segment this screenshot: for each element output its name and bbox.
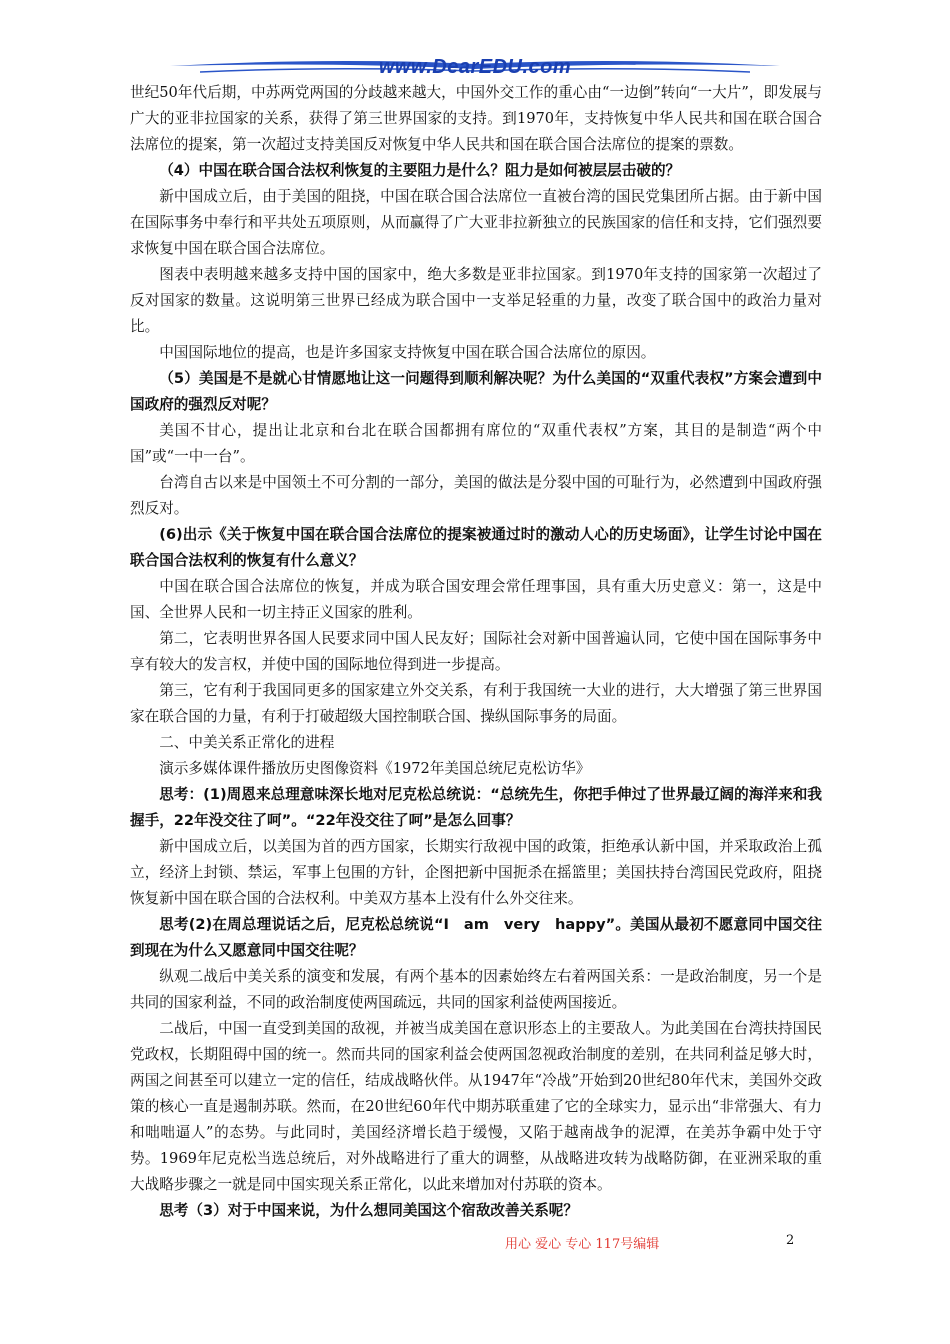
body-paragraph: 中国在联合国合法席位的恢复，并成为联合国安理会常任理事国，具有重大历史意义：第一，这是中国、全世界人民和一切主持正义国家的胜利。 xyxy=(130,578,822,621)
body-paragraph: 世纪50年代后期，中苏两党两国的分歧越来越大，中国外交工作的重心由“一边倒”转向“一大片”，即发展与广大的亚非拉国家的关系，获得了第三世界国家的支持。到1970年，支持恢复中华人民共和国在联合国合法席位的提案，第一次超过支持美国反对恢复中华人民共和国在联合国合法席位的提案的票数。 xyxy=(130,84,822,153)
body-paragraph: 图表中表明越来越多支持中国的国家中，绝大多数是亚非拉国家。到1970年支持的国家第一次超过了反对国家的数量。这说明第三世界已经成为联合国中一支举足轻重的力量，改变了联合国中的政治力量对比。 xyxy=(130,266,822,335)
question-paragraph: （4）中国在联合国合法权利恢复的主要阻力是什么？阻力是如何被层层击破的？ xyxy=(159,162,681,179)
body-paragraph: 中国国际地位的提高，也是许多国家支持恢复中国在联合国合法席位的原因。 xyxy=(159,344,656,361)
body-paragraph: 台湾自古以来是中国领土不可分割的一部分，美国的做法是分裂中国的可耻行为，必然遭到中国政府强烈反对。 xyxy=(130,474,822,517)
question-paragraph: 思考(2)在周总理说话之后，尼克松总统说“I am very happy”。美国从最初不愿意同中国交往到现在为什么又愿意同中国交往呢？ xyxy=(130,916,822,959)
body-paragraph: 二、中美关系正常化的进程 xyxy=(159,734,335,751)
body-paragraph: 第二，它表明世界各国人民要求同中国人民友好；国际社会对新中国普遍认同，它使中国在国际事务中享有较大的发言权，并使中国的国际地位得到进一步提高。 xyxy=(130,630,822,673)
body-paragraph: 新中国成立后，以美国为首的西方国家，长期实行敌视中国的政策，拒绝承认新中国，并采取政治上孤立，经济上封锁、禁运，军事上包围的方针，企图把新中国扼杀在摇篮里；美国扶持台湾国民党政府，阻挠恢复新中国在联合国的合法权利。中美双方基本上没有什么外交往来。 xyxy=(130,838,822,907)
document-body xyxy=(130,80,822,1224)
page-number: 2 xyxy=(786,1233,795,1248)
question-paragraph: （5）美国是不是就心甘情愿地让这一问题得到顺利解决呢？为什么美国的“双重代表权”方案会遭到中国政府的强烈反对呢？ xyxy=(130,370,822,413)
body-paragraph: 演示多媒体课件播放历史图像资料《1972年美国总统尼克松访华》 xyxy=(159,760,591,777)
footer-editor-note: 用心 爱心 专心 117号编辑 xyxy=(505,1237,660,1252)
body-paragraph: 第三，它有利于我国同更多的国家建立外交关系，有利于我国统一大业的进行，大大增强了第三世界国家在联合国的力量，有利于打破超级大国控制联合国、操纵国际事务的局面。 xyxy=(130,682,822,725)
body-paragraph: 新中国成立后，由于美国的阻挠，中国在联合国合法席位一直被台湾的国民党集团所占据。由于新中国在国际事务中奉行和平共处五项原则，从而赢得了广大亚非拉新独立的民族国家的信任和支持，它们强烈要求恢复中国在联合国合法席位。 xyxy=(130,188,822,257)
question-paragraph: 思考（3）对于中国来说，为什么想同美国这个宿敌改善关系呢？ xyxy=(159,1202,578,1219)
body-paragraph: 美国不甘心，提出让北京和台北在联合国都拥有席位的“双重代表权”方案，其目的是制造“两个中国”或“一中一台”。 xyxy=(130,422,822,465)
question-paragraph: 思考：(1)周恩来总理意味深长地对尼克松总统说：“总统先生，你把手伸过了世界最辽阔的海洋来和我握手，22年没交往了呵”。“22年没交往了呵”是怎么回事？ xyxy=(130,786,822,829)
body-paragraph: 纵观二战后中美关系的演变和发展，有两个基本的因素始终左右着两国关系：一是政治制度，另一个是共同的国家利益，不同的政治制度使两国疏远，共同的国家利益使两国接近。 xyxy=(130,968,822,1011)
body-paragraph: 二战后，中国一直受到美国的敌视，并被当成美国在意识形态上的主要敌人。为此美国在台湾扶持国民党政权，长期阻碍中国的统一。然而共同的国家利益会使两国忽视政治制度的差别，在共同利益足够大时，两国之间甚至可以建立一定的信任，结成战略伙伴。从1947年“冷战”开始到20世纪80年代末，美国外交政策的核心一直是遏制苏联。然而，在20世纪60年代中期苏联重建了它的全球实力，显示出“非常强大、有力和咄咄逼人”的态势。与此同时，美国经济增长趋于缓慢，又陷于越南战争的泥潭，在美苏争霸中处于守势。1969年尼克松当选总统后，对外战略进行了重大的调整，从战略进攻转为战略防御，在亚洲采取的重大战略步骤之一就是同中国实现关系正常化，以此来增加对付苏联的资本。 xyxy=(130,1020,822,1193)
question-paragraph: (6)出示《关于恢复中国在联合国合法席位的提案被通过时的激动人心的历史场面》，让学生讨论中国在联合国合法权利的恢复有什么意义？ xyxy=(130,526,822,569)
header-site-name[interactable]: www.DearEDU.com xyxy=(378,56,572,78)
